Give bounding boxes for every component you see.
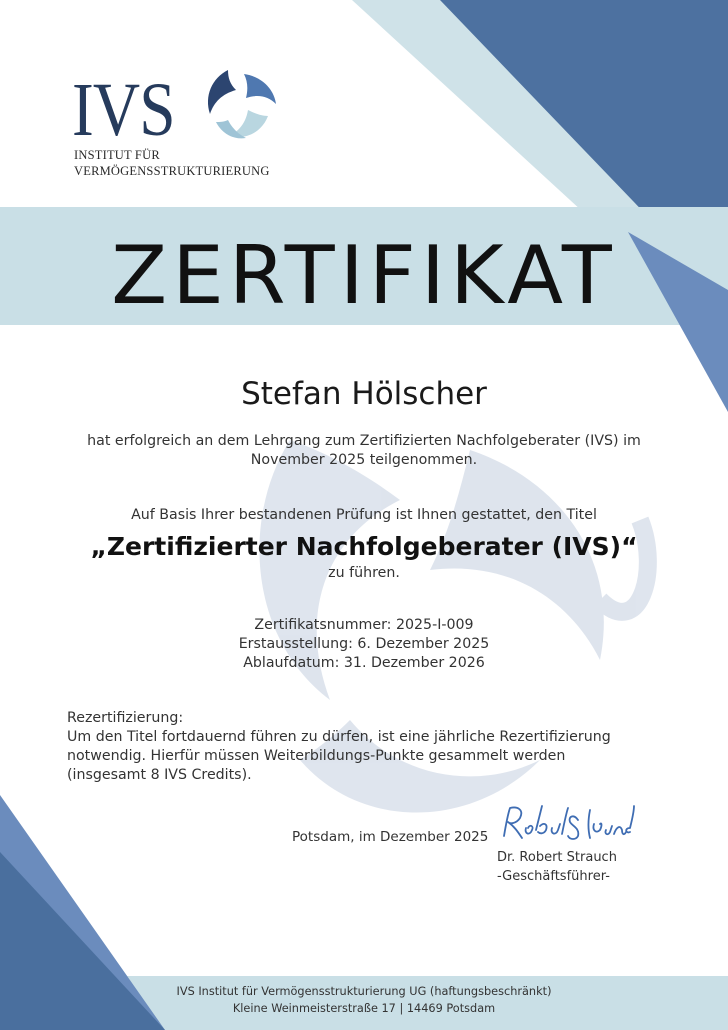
logo-wordmark: IVS [72, 68, 175, 152]
logo-emblem-icon [198, 64, 282, 144]
recertification-line-3: (insgesamt 8 IVS Credits). [67, 767, 252, 783]
expiry-date: Ablaufdatum: 31. Dezember 2026 [243, 655, 485, 671]
institute-name [74, 147, 270, 179]
course-text [60, 432, 668, 470]
certificate-details [60, 616, 668, 673]
course-line-1: hat erfolgreich an dem Lehrgang zum Zertifizierten Nachfolgeberater (IVS) im [87, 433, 641, 449]
institute-line-1: INSTITUT FÜR [74, 148, 160, 162]
recertification-line-1: Um den Titel fortdauernd führen zu dürfen, ist eine jährliche Rezertifizierung [67, 729, 611, 745]
issue-date: Erstausstellung: 6. Dezember 2025 [238, 636, 490, 652]
recertification-line-2: notwendig. Hierfür müssen Weiterbildungs-Punkte gesammelt werden [67, 748, 566, 764]
institute-line-2: VERMÖGENSSTRUKTURIERUNG [74, 164, 270, 178]
signatory-name: Dr. Robert Strauch [497, 850, 617, 865]
footer [0, 983, 728, 1017]
recertification-block [67, 709, 667, 785]
certificate-title: ZERTIFIKAT [111, 229, 617, 322]
recertification-heading: Rezertifizierung: [67, 710, 184, 726]
recipient-name: Stefan Hölscher [241, 376, 487, 412]
basis-text: Auf Basis Ihrer bestandenen Prüfung ist Ihnen gestattet, den Titel [131, 507, 597, 523]
course-line-2: November 2025 teilgenommen. [250, 452, 478, 468]
signatory [497, 848, 617, 886]
place-date: Potsdam, im Dezember 2025 [292, 829, 489, 845]
footer-line-1: IVS Institut für Vermögensstrukturierung UG (haftungsbeschränkt) [176, 985, 552, 998]
degree-title: „Zertifizierter Nachfolgeberater (IVS)“ [90, 532, 638, 561]
degree-suffix: zu führen. [328, 565, 400, 581]
footer-line-2: Kleine Weinmeisterstraße 17 | 14469 Potsdam [232, 1002, 496, 1015]
signatory-role: -Geschäftsführer- [497, 869, 610, 884]
handwritten-signature [498, 800, 638, 848]
certificate-number: Zertifikatsnummer: 2025-I-009 [254, 617, 474, 633]
